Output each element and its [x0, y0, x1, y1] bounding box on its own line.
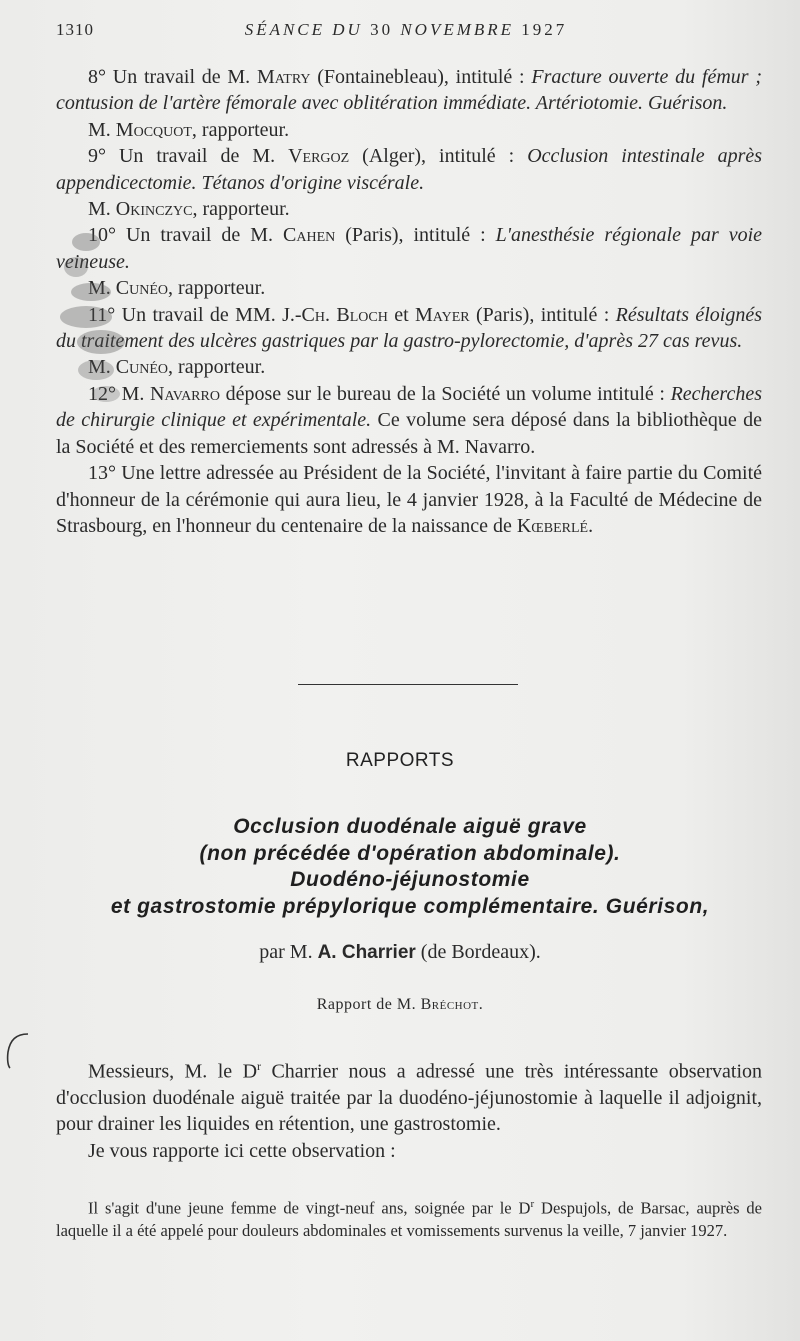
report-title-line: (non précédée d'opération abdominale). — [199, 841, 621, 865]
report-title-line: Duodéno-jéjunostomie — [290, 868, 530, 891]
item-9: 9° Un travail de M. Vergoz (Alger), intitulé : Occlusion intestinale après appendicectomie. Tétanos d'origine viscérale. — [56, 145, 763, 194]
report-author: par M. A. Charrier (de Bordeaux). — [259, 941, 541, 963]
observation-text — [56, 1193, 762, 1242]
session-list — [56, 64, 762, 539]
item-10: 10° Un travail de M. Cahen (Paris), intitulé : L'anesthésie régionale par voie veineuse. — [56, 224, 763, 273]
section-title: RAPPORTS — [345, 750, 455, 771]
item-8: 8° Un travail de M. Matry (Fontainebleau), intitulé : Fracture ouverte du fémur ; contusion de l'artère fémorale avec oblitération immédiate. Artériotomie. Guérison. — [56, 66, 762, 115]
item-11-rapporteur: M. Cunéo, rapporteur. — [88, 356, 266, 379]
intro-paragraph: Messieurs, M. le $D^r$ Charrier nous a adressé une très intéressante observation d'occlusion duodénale aiguë traitée par la duodéno-jéjunostomie à laquelle il adjoignit, pour drainer les liquides en rétention, une gastrostomie. — [56, 1059, 763, 1136]
item-10-rapporteur: M. Cunéo, rapporteur. — [88, 277, 266, 300]
running-header — [56, 20, 756, 44]
observation-paragraph: Il s'agit d'une jeune femme de vingt-neuf ans, soignée par le $D^r$ Despujols, de Barsac, auprès de laquelle il a été appelé pour douleurs abdominales et vomissements survenus la veille, 7 janvier 1927. — [56, 1198, 762, 1240]
report-title-line: et gastrostomie prépylorique complémentaire. Guérison, — [110, 894, 710, 918]
running-title: SÉANCE DU 30 NOVEMBRE 1927 — [244, 20, 568, 39]
margin-pencil-mark — [2, 1030, 32, 1070]
item-8-rapporteur: M. Mocquot, rapporteur. — [88, 118, 290, 141]
report-rapporteur: Rapport de M. Bréchot. — [316, 996, 484, 1013]
intro-paragraph-2: Je vous rapporte ici cette observation : — [88, 1139, 396, 1162]
item-12: 12° M. Navarro dépose sur le bureau de la Société un volume intitulé : Recherches de chirurgie clinique et expérimentale. Ce volume sera déposé dans la bibliothèque de la Société et des remerciements sont adressés à M. Navarro. — [56, 382, 762, 458]
item-13: 13° Une lettre adressée au Président de la Société, l'invitant à faire partie du Comité d'honneur de la cérémonie qui aura lieu, le 4 janvier 1928, à la Faculté de Médecine de Strasbourg, en l'honneur du centenaire de la naissance de Kœberlé. — [56, 462, 762, 537]
item-9-rapporteur: M. Okinczyc, rapporteur. — [88, 198, 290, 221]
item-11: 11° Un travail de MM. J.-Ch. Bloch et Mayer (Paris), intitulé : Résultats éloignés du traitement des ulcères gastriques par la gastro-pylorectomie, d'après 27 cas revus. — [56, 303, 763, 353]
report-intro — [56, 1053, 762, 1164]
page-number: 1310 — [56, 20, 94, 39]
section-divider — [298, 684, 518, 685]
report-title — [40, 814, 780, 920]
report-title-line: Occlusion duodénale aiguë grave — [233, 815, 587, 838]
